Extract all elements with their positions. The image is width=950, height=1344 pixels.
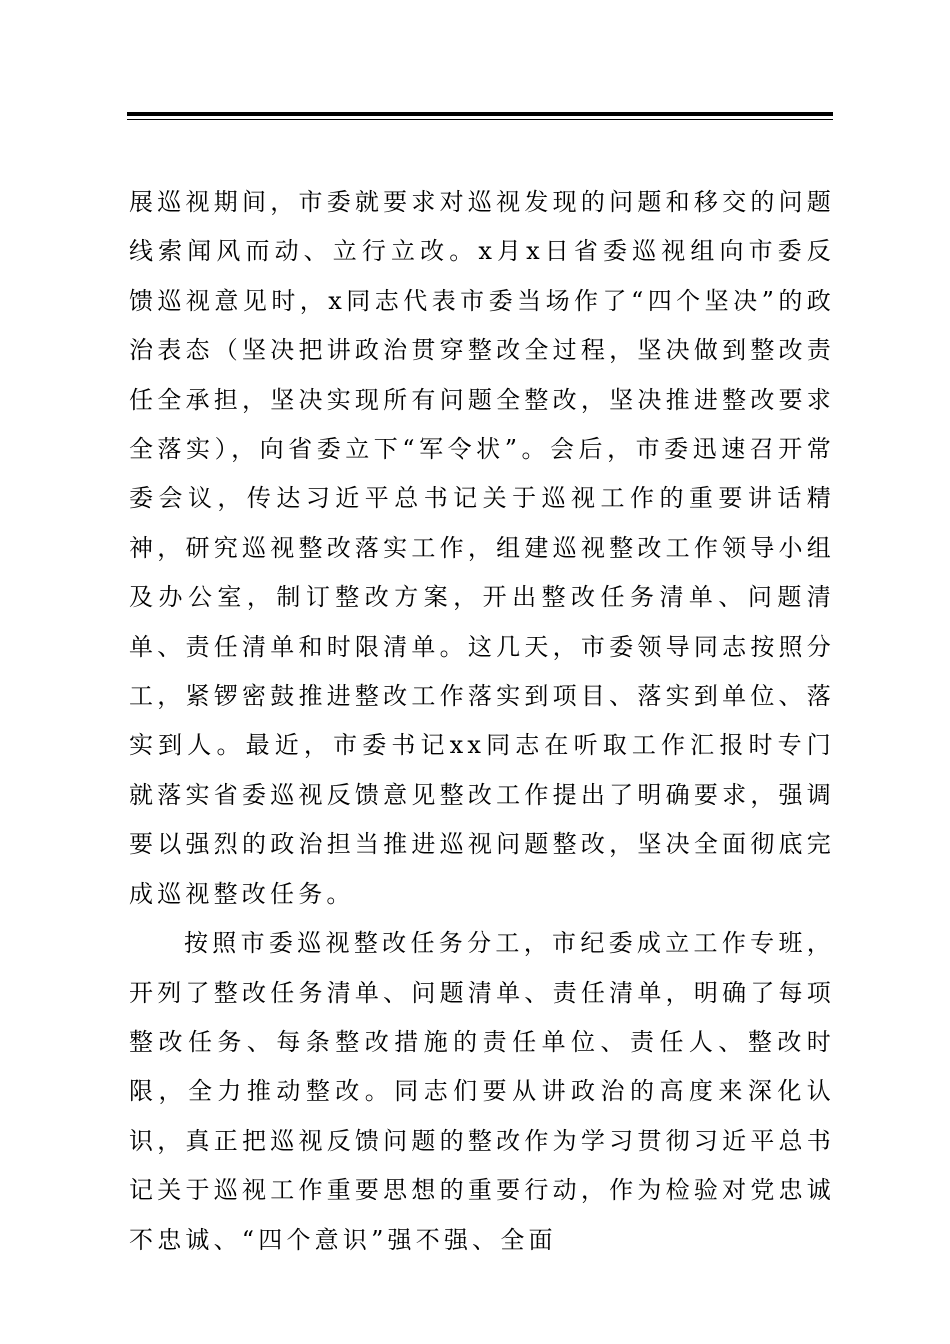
paragraph-task-division: 按照市委巡视整改任务分工，市纪委成立工作专班，开列了整改任务清单、问题清单、责任清单，明确了每项整改任务、每条整改措施的责任单位、责任人、整改时限，全力推动整改。同志们要从讲政治的高度来深化认识，真正把巡视反馈问题的整改作为学习贯彻习近平总书记关于巡视工作重要思想的重要行动，作为检验对党忠诚不忠诚、“四个意识”强不强、全面 <box>129 929 835 1254</box>
document-body <box>129 178 835 1265</box>
paragraph-continued: 展巡视期间，市委就要求对巡视发现的问题和移交的问题线索闻风而动、立行立改。x月x日省委巡视组向市委反馈巡视意见时，x同志代表市委当场作了“四个坚决”的政治表态（坚决把讲政治贯穿整改全过程，坚决做到整改责任全承担，坚决实现所有问题全整改，坚决推进整改要求全落实），向省委立下“军令状”。会后，市委迅速召开常委会议，传达习近平总书记关于巡视工作的重要讲话精神，研究巡视整改落实工作，组建巡视整改工作领导小组及办公室，制订整改方案，开出整改任务清单、问题清单、责任清单和时限清单。这几天，市委领导同志按照分工，紧锣密鼓推进整改工作落实到项目、落实到单位、落实到人。最近，市委书记xx同志在听取工作汇报时专门就落实省委巡视反馈意见整改工作提出了明确要求，强调要以强烈的政治担当推进巡视问题整改，坚决全面彻底完成巡视整改任务。 <box>129 188 835 908</box>
header-rule-thick <box>127 112 833 116</box>
header-rule-thin <box>127 119 833 120</box>
